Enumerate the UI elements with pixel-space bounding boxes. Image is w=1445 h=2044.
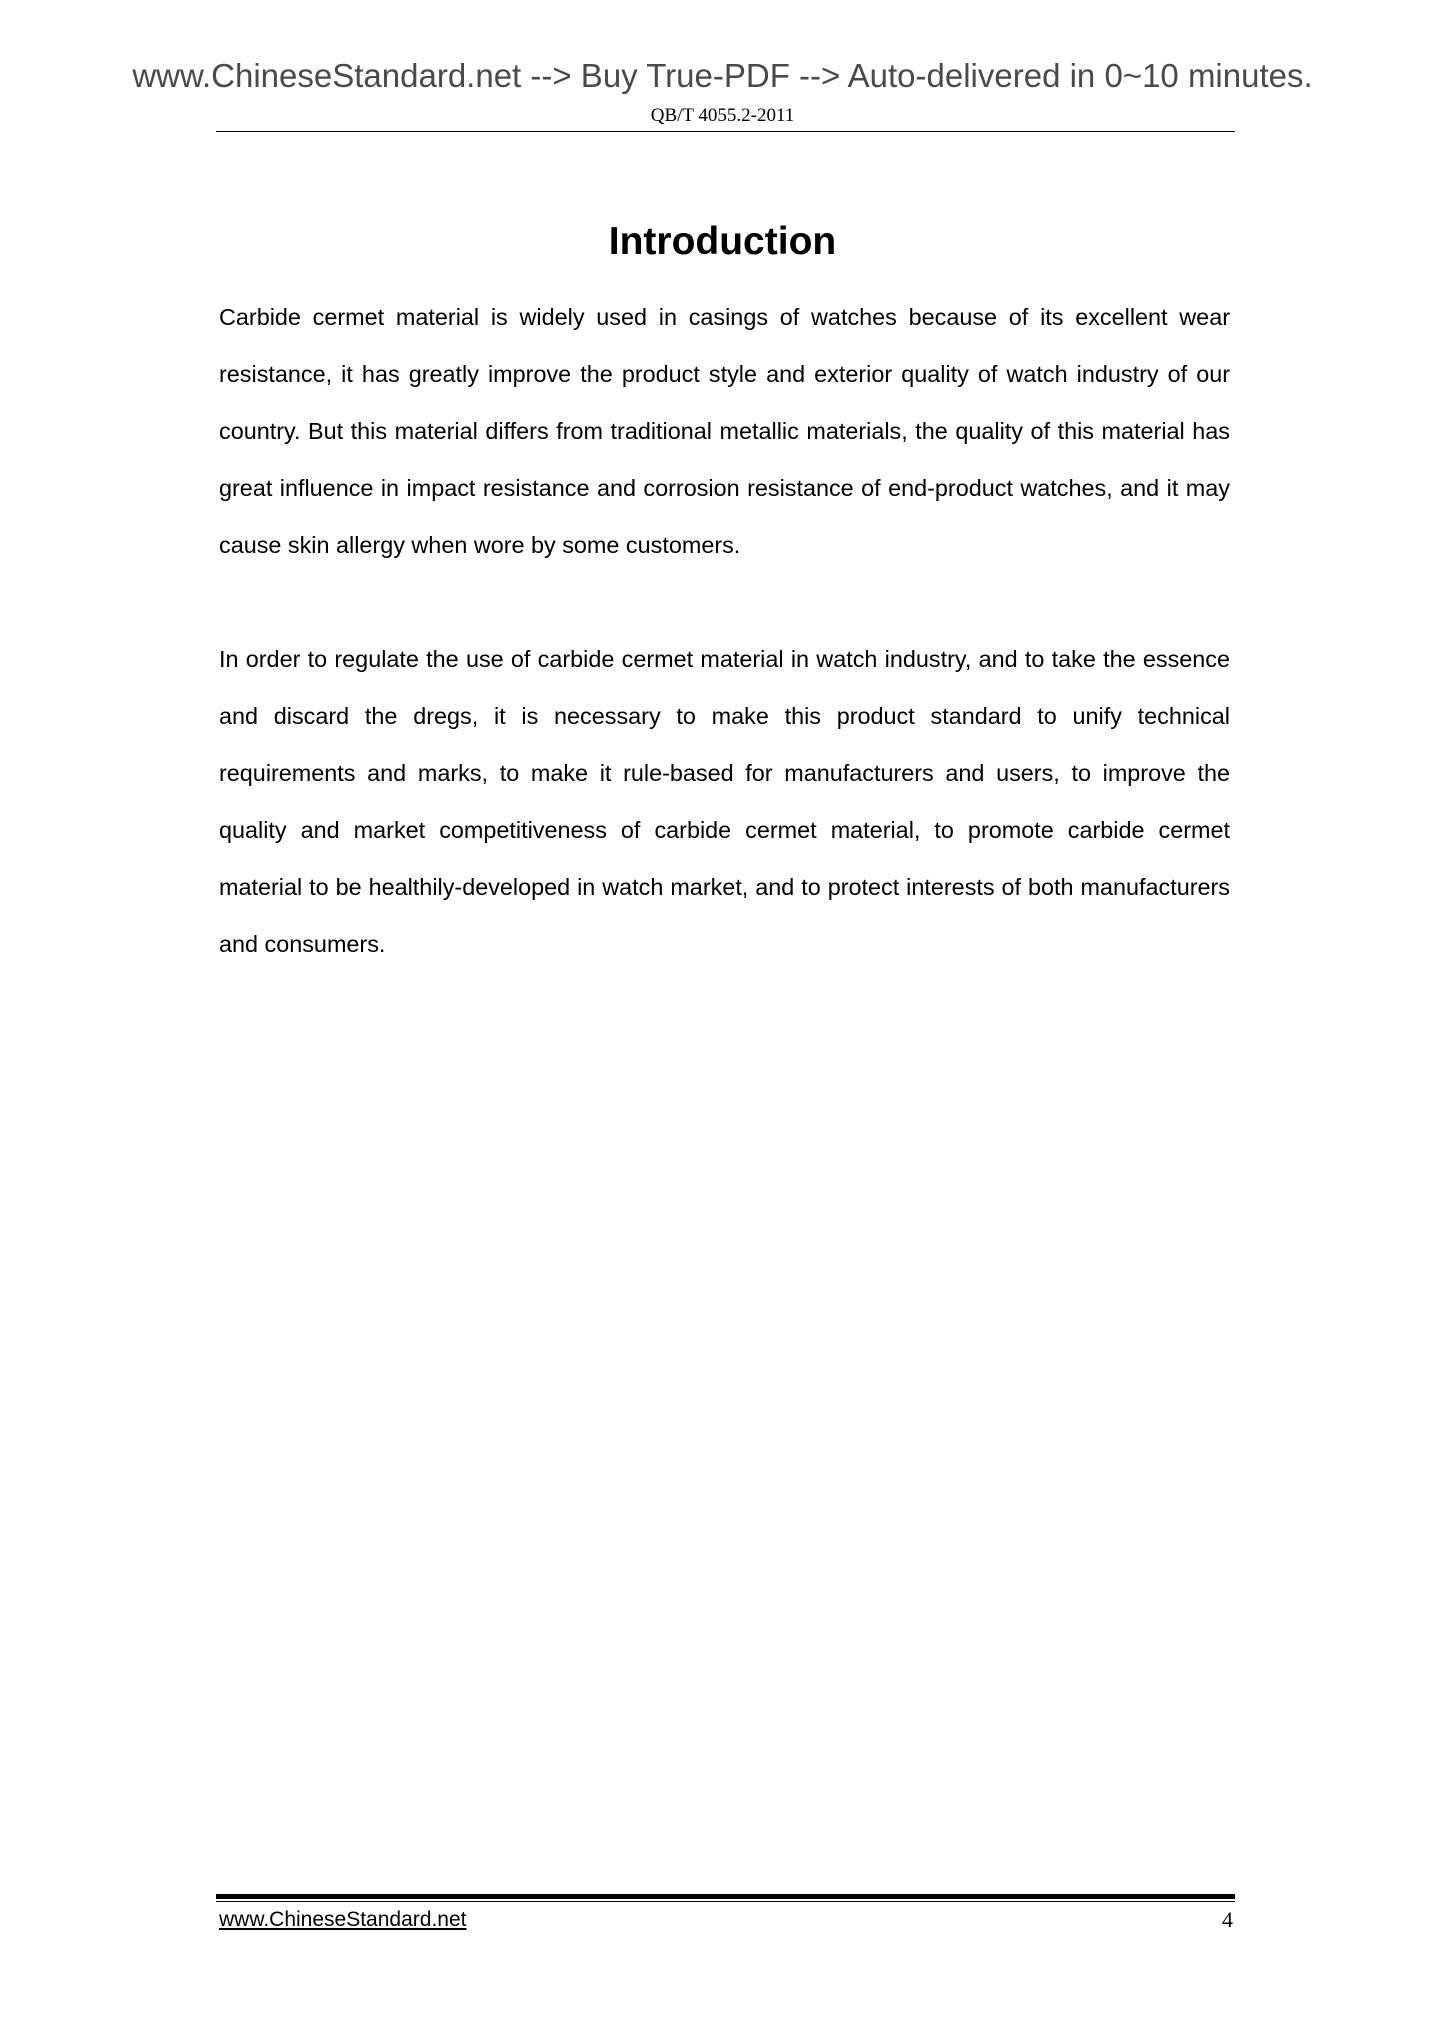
intro-paragraph-1: Carbide cermet material is widely used in casings of watches because of its excellent wear resistance, it has greatly improve the product style and exterior quality of watch industry of our country. But this material differs from traditional metallic materials, the quality of this material has great influence in impact resistance and corrosion resistance of end-product watches, and it may cause skin allergy when wore by some customers.	[219, 304, 1230, 558]
header-divider	[216, 131, 1235, 132]
intro-paragraph-2: In order to regulate the use of carbide cermet material in watch industry, and to take the essence and discard the dregs, it is necessary to make this product standard to unify technical requirements and marks, to make it rule-based for manufacturers and users, to improve the quality and market competitiveness of carbide cermet material, to promote carbide cermet material to be healthily-developed in watch market, and to protect interests of both manufacturers and consumers.	[219, 646, 1230, 957]
footer-website-link[interactable]: www.ChineseStandard.net	[219, 1908, 467, 1931]
footer-divider-thin	[216, 1901, 1235, 1902]
document-code: QB/T 4055.2-2011	[650, 105, 795, 126]
page-number: 4	[1222, 1907, 1233, 1932]
footer-divider-thick	[216, 1894, 1235, 1899]
page-title: Introduction	[608, 220, 837, 263]
header-banner: www.ChineseStandard.net --> Buy True-PDF --> Auto-delivered in 0~10 minutes.	[132, 57, 1313, 94]
